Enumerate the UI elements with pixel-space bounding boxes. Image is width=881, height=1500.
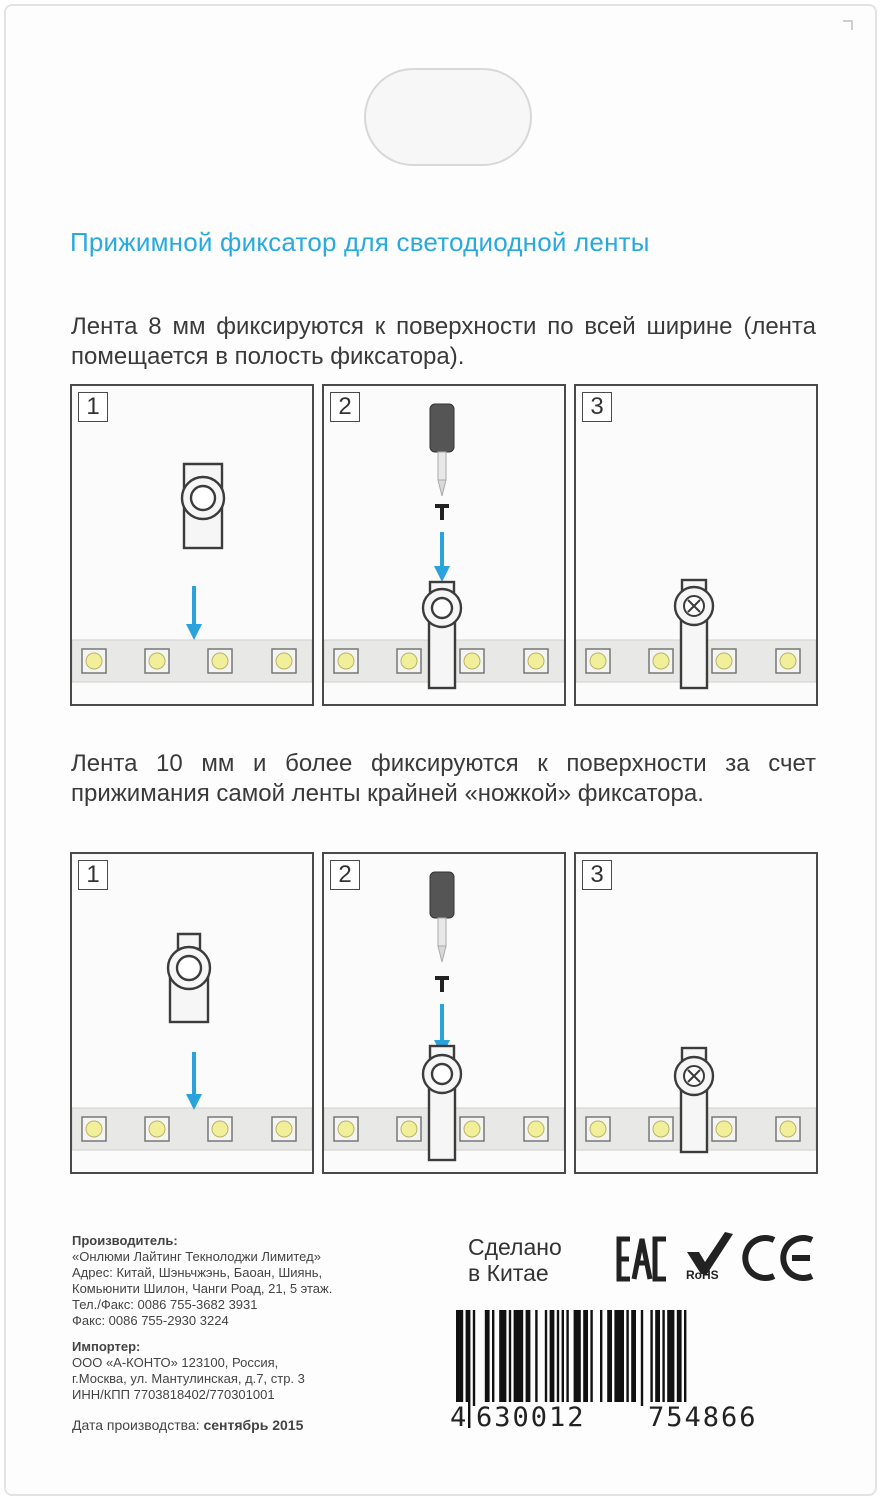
clip <box>423 582 461 688</box>
led-chip <box>586 1117 610 1141</box>
manufacturer-heading: Производитель: <box>72 1233 178 1248</box>
led-chip <box>649 649 673 673</box>
arrow-down-icon <box>434 532 450 582</box>
led-chip <box>649 1117 673 1141</box>
barcode-bar <box>492 1310 494 1406</box>
barcode-bar <box>607 1310 612 1406</box>
led-chip <box>272 649 296 673</box>
led-chip <box>776 649 800 673</box>
step-illustration-screw <box>324 386 564 704</box>
barcode-bar <box>473 1310 475 1406</box>
step-panel-3 <box>574 852 818 1174</box>
made-in-label <box>468 1234 562 1286</box>
step-illustration-fixed <box>576 854 816 1172</box>
step-illustration-fixed <box>576 386 816 704</box>
barcode-bar <box>545 1310 547 1406</box>
importer-line-2: г.Москва, ул. Мантулинская, д.7, стр. 3 <box>72 1371 305 1386</box>
led-chip <box>208 1117 232 1141</box>
steps-10mm <box>70 852 818 1174</box>
clip <box>182 464 224 548</box>
screwdriver-icon <box>430 872 454 962</box>
led-chip <box>460 1117 484 1141</box>
clip <box>423 1046 461 1160</box>
step-panel-2 <box>322 852 566 1174</box>
rohs-label: RoHS <box>686 1268 719 1282</box>
barcode-bar <box>526 1310 531 1406</box>
barcode-bar <box>509 1310 511 1406</box>
led-chip <box>397 1117 421 1141</box>
corner-mark <box>843 20 853 30</box>
barcode-bar <box>667 1310 674 1406</box>
barcode-bar <box>650 1310 652 1406</box>
barcode-digits-right: 754866 <box>648 1402 808 1433</box>
production-date-label: Дата производства: <box>72 1417 200 1433</box>
step-panel-3 <box>574 384 818 706</box>
led-chip <box>586 649 610 673</box>
made-in-line-2: в Китае <box>468 1260 549 1286</box>
importer-info <box>72 1339 305 1403</box>
barcode-bar <box>641 1310 643 1406</box>
production-date <box>72 1417 303 1433</box>
led-chip <box>145 1117 169 1141</box>
led-chip <box>82 1117 106 1141</box>
ce-logo <box>740 1234 816 1282</box>
importer-heading: Импортер: <box>72 1339 141 1354</box>
led-chip <box>776 1117 800 1141</box>
step-illustration-screw <box>324 854 564 1172</box>
eac-logo <box>616 1235 668 1283</box>
manufacturer-address-1: Адрес: Китай, Шэньчжэнь, Баоан, Шиянь, <box>72 1265 323 1280</box>
led-chip <box>397 649 421 673</box>
step-illustration-insert <box>72 386 312 704</box>
barcode-bar <box>626 1310 628 1406</box>
screwdriver-icon <box>430 404 454 496</box>
barcode-bar <box>499 1310 506 1406</box>
led-chip <box>460 649 484 673</box>
screw-icon <box>435 504 449 520</box>
instruction-8mm: Лента 8 мм фиксируются к поверхности по всей ширине (лента помещается в полость фиксатора). <box>71 313 816 370</box>
production-date-value: сентябрь 2015 <box>203 1417 304 1433</box>
led-chip <box>82 649 106 673</box>
led-chip <box>712 1117 736 1141</box>
step-panel-1 <box>70 384 314 706</box>
manufacturer-phone: Тел./Факс: 0086 755-3682 3931 <box>72 1297 258 1312</box>
clip <box>675 1048 713 1152</box>
led-chip <box>334 649 358 673</box>
manufacturer-info <box>72 1233 332 1329</box>
barcode-bar <box>614 1310 624 1406</box>
step-number: 2 <box>330 860 360 890</box>
barcode-bar <box>631 1310 636 1406</box>
barcode-bar <box>677 1310 682 1406</box>
hang-hole <box>364 68 532 166</box>
instruction-10mm: Лента 10 мм и более фиксируются к поверхности за счет прижимания самой ленты крайней «ножкой» фиксатора. <box>71 750 816 807</box>
step-panel-1 <box>70 852 314 1174</box>
manufacturer-address-2: Комьюнити Шилон, Чанги Роад, 21, 5 этаж. <box>72 1281 333 1296</box>
barcode-bar <box>600 1310 602 1406</box>
barcode-bar <box>662 1310 664 1406</box>
page-title: Прижимной фиксатор для светодиодной ленты <box>70 227 650 257</box>
manufacturer-name: «Онлюми Лайтинг Текнолоджи Лимитед» <box>72 1249 321 1264</box>
arrow-down-icon <box>186 586 202 640</box>
led-chip <box>272 1117 296 1141</box>
clip <box>675 580 713 688</box>
barcode-bar <box>550 1310 555 1406</box>
barcode-digits-left: 630012 <box>476 1402 640 1433</box>
step-panel-2 <box>322 384 566 706</box>
importer-line-3: ИНН/КПП 7703818402/770301001 <box>72 1387 275 1402</box>
barcode-bar <box>562 1310 564 1406</box>
clip <box>168 934 210 1022</box>
steps-8mm <box>70 384 818 706</box>
barcode-bar <box>485 1310 490 1406</box>
led-chip <box>334 1117 358 1141</box>
made-in-line-1: Сделано <box>468 1234 562 1260</box>
barcode-bar <box>655 1310 660 1406</box>
step-number: 1 <box>78 860 108 890</box>
barcode-bar <box>590 1310 592 1406</box>
led-chip <box>524 649 548 673</box>
barcode-bar <box>557 1310 559 1406</box>
arrow-down-icon <box>186 1052 202 1110</box>
barcode-bar <box>514 1310 524 1406</box>
manufacturer-fax: Факс: 0086 755-2930 3224 <box>72 1313 229 1328</box>
importer-line-1: ООО «А-КОНТО» 123100, Россия, <box>72 1355 279 1370</box>
step-number: 3 <box>582 860 612 890</box>
step-number: 3 <box>582 392 612 422</box>
led-chip <box>208 649 232 673</box>
led-chip <box>145 649 169 673</box>
step-number: 2 <box>330 392 360 422</box>
led-chip <box>712 649 736 673</box>
step-number: 1 <box>78 392 108 422</box>
barcode-digit-first: 4 <box>450 1402 469 1433</box>
barcode-bar <box>566 1310 568 1406</box>
led-chip <box>524 1117 548 1141</box>
step-illustration-insert <box>72 854 312 1172</box>
screw-icon <box>435 976 449 992</box>
barcode-bar <box>535 1310 537 1406</box>
